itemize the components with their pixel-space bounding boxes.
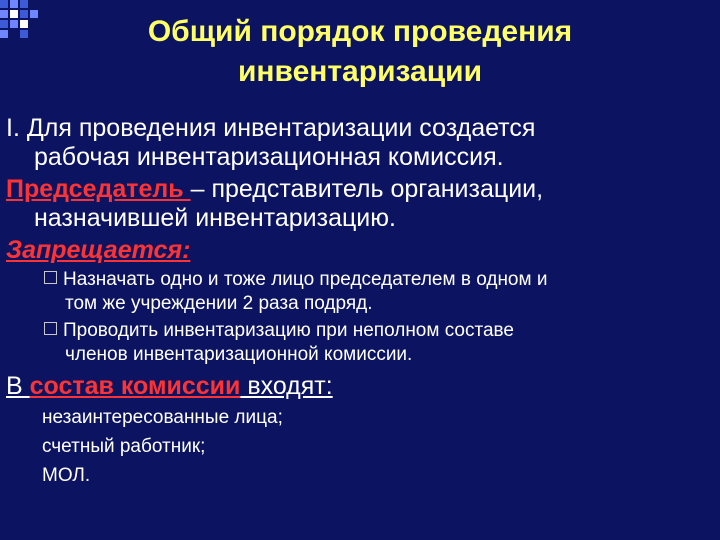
slide-title	[90, 12, 630, 92]
composition-prefix: В	[6, 372, 30, 400]
corner-squares-decoration	[0, 0, 60, 60]
member-item: незаинтересованные лица;	[42, 407, 283, 428]
composition-suffix: входят:	[240, 372, 333, 400]
bullet-2-text: Проводить инвентаризацию при неполном составе	[63, 320, 514, 341]
composition-label: состав комиссии	[29, 372, 241, 400]
bullet-2-line-1	[44, 320, 514, 342]
chairman-line-2: назначившей инвентаризацию.	[34, 204, 396, 232]
composition-heading	[6, 372, 333, 400]
title-line-2: инвентаризации	[237, 55, 483, 88]
bullet-1-text: Назначать одно и тоже лицо председателем в одном и	[63, 269, 548, 290]
title-line-1: Общий порядок проведения	[147, 15, 573, 48]
member-item: МОЛ.	[42, 465, 91, 486]
bullet-1-line-1	[44, 269, 547, 291]
chairman-line-1	[6, 175, 543, 203]
paragraph-1-text: Для проведения инвентаризации создается	[19, 114, 536, 142]
paragraph-1-line-1	[6, 114, 535, 142]
bullet-2-line-2: членов инвентаризационной комиссии.	[65, 344, 413, 365]
roman-numeral: I.	[6, 114, 20, 142]
chairman-text: – представитель организации,	[190, 175, 544, 203]
prohibited-heading: Запрещается:	[6, 236, 191, 264]
checkbox-bullet-icon	[44, 322, 57, 335]
paragraph-1-line-2: рабочая инвентаризационная комиссия.	[34, 143, 504, 171]
bullet-1-line-2: том же учреждении 2 раза подряд.	[65, 293, 373, 314]
member-item: счетный работник;	[42, 436, 206, 457]
chairman-label: Председатель	[6, 175, 191, 203]
checkbox-bullet-icon	[44, 271, 57, 284]
